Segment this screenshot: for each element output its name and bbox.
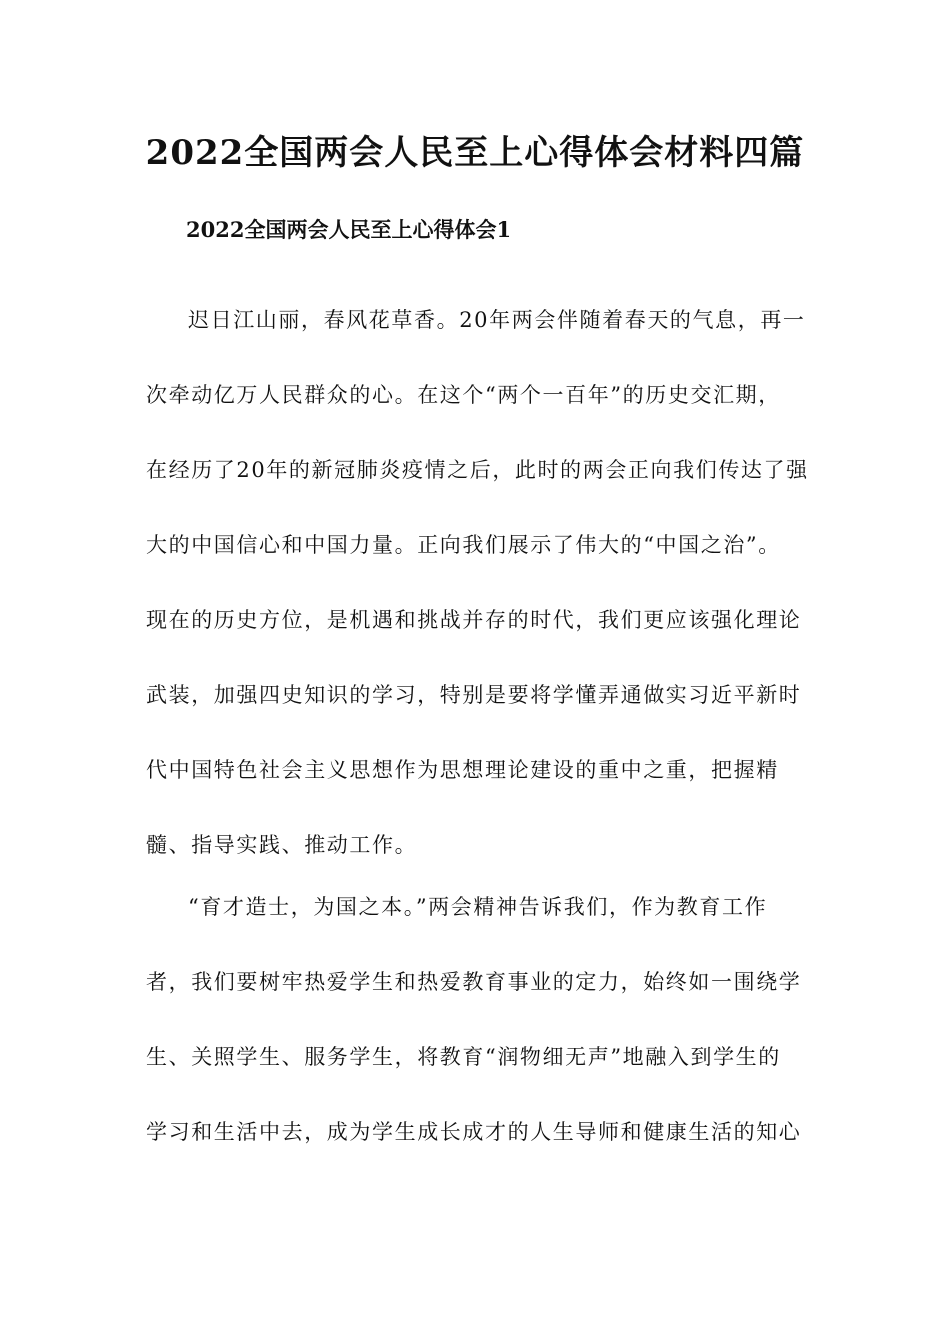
paragraph-line: 者，我们要树牢热爱学生和热爱教育事业的定力，始终如一围绕学 (146, 970, 802, 994)
paragraph-line: 代中国特色社会主义思想作为思想理论建设的重中之重，把握精 (146, 758, 779, 782)
paragraph-line: 次牵动亿万人民群众的心。在这个“两个一百年”的历史交汇期， (146, 383, 781, 407)
paragraph-line: 学习和生活中去，成为学生成长成才的人生导师和健康生活的知心 (146, 1120, 802, 1144)
section-heading: 2022全国两会人民至上心得体会1 (186, 217, 512, 242)
paragraph-line: “育才造士，为国之本。”两会精神告诉我们，作为教育工作 (188, 895, 768, 919)
paragraph-line: 生、关照学生、服务学生，将教育“润物细无声”地融入到学生的 (146, 1045, 781, 1069)
paragraph-line: 现在的历史方位，是机遇和挑战并存的时代，我们更应该强化理论 (146, 608, 802, 632)
paragraph-line: 髓、指导实践、推动工作。 (146, 833, 418, 857)
paragraph-line: 武装，加强四史知识的学习，特别是要将学懂弄通做实习近平新时 (146, 683, 802, 707)
paragraph-line: 大的中国信心和中国力量。正向我们展示了伟大的“中国之治”。 (146, 533, 781, 557)
document-title: 2022全国两会人民至上心得体会材料四篇 (145, 133, 805, 173)
paragraph-line: 在经历了20年的新冠肺炎疫情之后，此时的两会正向我们传达了强 (146, 458, 809, 482)
paragraph-line: 迟日江山丽，春风花草香。20年两会伴随着春天的气息，再一 (188, 308, 806, 332)
